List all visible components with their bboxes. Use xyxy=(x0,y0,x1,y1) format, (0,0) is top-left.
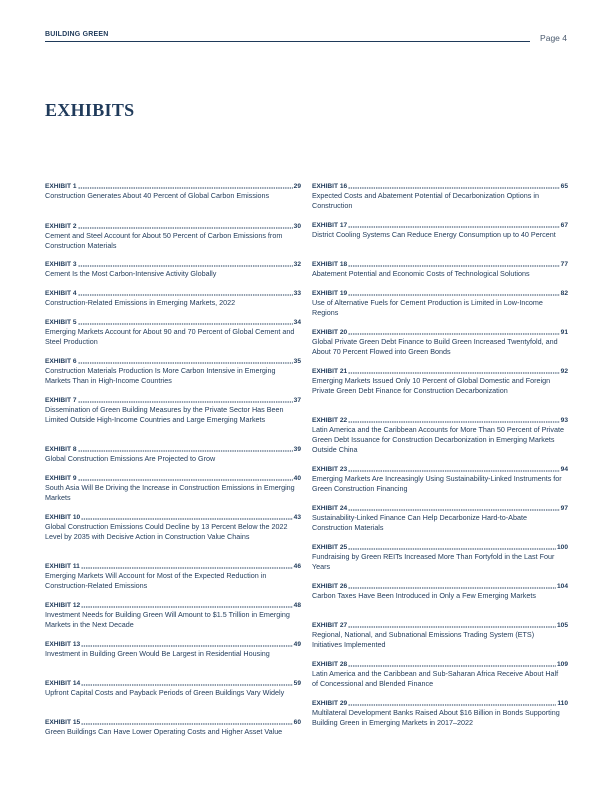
dot-leader xyxy=(78,227,293,229)
exhibit-entry-heading xyxy=(45,678,301,687)
exhibit-title: Latin America and the Caribbean Accounts for More Than 50 Percent of Private Green Debt Issuance for Construction Decarbonization in Emerging Markets Outside China xyxy=(312,425,564,454)
exhibit-title: Latin America and the Caribbean and Sub-Saharan Africa Receive About Half of Concessional and Blended Finance xyxy=(312,669,559,688)
exhibit-label: EXHIBIT 29 xyxy=(312,700,348,707)
exhibit-title: Upfront Capital Costs and Payback Periods of Green Buildings Vary Widely xyxy=(45,688,285,697)
dot-leader xyxy=(348,226,559,228)
exhibit-title: Investment in Building Green Would Be Largest in Residential Housing xyxy=(45,649,270,658)
exhibit-page-number: 32 xyxy=(293,261,301,268)
exhibit-entry-heading xyxy=(312,620,568,629)
exhibit-entry[interactable] xyxy=(45,259,301,279)
exhibit-entry[interactable] xyxy=(312,327,568,357)
dot-leader xyxy=(348,333,559,335)
exhibit-title: Construction-Related Emissions in Emerging Markets, 2022 xyxy=(45,298,236,307)
page-title: EXHIBITS xyxy=(45,100,135,120)
exhibit-label: EXHIBIT 28 xyxy=(312,661,348,668)
exhibit-page-number: 110 xyxy=(557,700,568,707)
dot-leader xyxy=(81,567,293,569)
exhibit-title: Cement Is the Most Carbon-Intensive Activity Globally xyxy=(45,269,217,278)
exhibit-page-number: 60 xyxy=(293,719,301,726)
exhibit-entry[interactable] xyxy=(45,221,301,251)
exhibit-page-number: 82 xyxy=(560,290,568,297)
exhibit-entry-heading xyxy=(45,356,301,365)
exhibit-page-number: 109 xyxy=(556,661,568,668)
exhibit-entry[interactable] xyxy=(45,356,301,386)
exhibit-entry-heading xyxy=(312,503,568,512)
exhibit-entry-heading xyxy=(45,317,301,326)
exhibit-entry-heading xyxy=(45,473,301,482)
exhibit-title: Emerging Markets Are Increasingly Using Sustainability-Linked Instruments for Green Construction Financing xyxy=(312,474,562,493)
exhibit-label: EXHIBIT 27 xyxy=(312,622,348,629)
exhibit-entry-heading xyxy=(312,366,568,375)
exhibit-label: EXHIBIT 5 xyxy=(45,319,77,326)
exhibit-title: Global Construction Emissions Could Decline by 13 Percent Below the 2022 Level by 2035 with Decisive Action in Construction Value Chains xyxy=(45,522,288,541)
exhibit-page-number: 48 xyxy=(293,602,301,609)
exhibit-title: South Asia Will Be Driving the Increase in Construction Emissions in Emerging Markets xyxy=(45,483,295,502)
exhibit-entry-heading xyxy=(45,600,301,609)
exhibit-entry[interactable] xyxy=(312,288,568,318)
exhibit-page-number: 34 xyxy=(293,319,301,326)
exhibit-entry[interactable] xyxy=(45,288,301,308)
exhibit-entry[interactable] xyxy=(312,366,568,396)
exhibit-label: EXHIBIT 6 xyxy=(45,358,77,365)
exhibit-title: Construction Generates About 40 Percent of Global Carbon Emissions xyxy=(45,191,270,200)
exhibit-label: EXHIBIT 17 xyxy=(312,222,348,229)
exhibit-entry[interactable] xyxy=(45,444,301,464)
exhibit-label: EXHIBIT 8 xyxy=(45,446,77,453)
exhibit-label: EXHIBIT 26 xyxy=(312,583,348,590)
dot-leader xyxy=(78,362,293,364)
exhibit-label: EXHIBIT 15 xyxy=(45,719,81,726)
exhibit-label: EXHIBIT 18 xyxy=(312,261,348,268)
exhibit-title: Global Private Green Debt Finance to Build Green Increased Twentyfold, and About 70 Percent Flowed into Green Bonds xyxy=(312,337,558,356)
dot-leader xyxy=(78,187,293,189)
running-header xyxy=(45,31,567,45)
exhibit-label: EXHIBIT 25 xyxy=(312,544,348,551)
exhibit-page-number: 40 xyxy=(293,475,301,482)
exhibit-entry[interactable] xyxy=(45,181,301,201)
exhibit-entry[interactable] xyxy=(45,639,301,659)
exhibit-entry-heading xyxy=(45,561,301,570)
exhibit-title: Emerging Markets Account for About 90 and 70 Percent of Global Cement and Steel Production xyxy=(45,327,295,346)
exhibit-entry[interactable] xyxy=(312,542,568,572)
exhibit-title: Green Buildings Can Have Lower Operating Costs and Higher Asset Value xyxy=(45,727,283,736)
exhibit-label: EXHIBIT 22 xyxy=(312,417,348,424)
dot-leader xyxy=(348,421,559,423)
exhibit-label: EXHIBIT 14 xyxy=(45,680,81,687)
exhibit-label: EXHIBIT 19 xyxy=(312,290,348,297)
exhibit-page-number: 65 xyxy=(560,183,568,190)
exhibit-entry-heading xyxy=(312,259,568,268)
exhibit-entry-heading xyxy=(45,288,301,297)
exhibit-page-number: 59 xyxy=(293,680,301,687)
dot-leader xyxy=(81,684,292,686)
exhibit-label: EXHIBIT 20 xyxy=(312,329,348,336)
exhibit-entry-heading xyxy=(312,288,568,297)
exhibit-page-number: 105 xyxy=(556,622,568,629)
exhibit-page-number: 97 xyxy=(560,505,568,512)
exhibit-label: EXHIBIT 13 xyxy=(45,641,81,648)
exhibit-entry[interactable] xyxy=(312,259,568,279)
dot-leader xyxy=(78,323,293,325)
exhibit-page-number: 43 xyxy=(293,514,301,521)
exhibit-title: Multilateral Development Banks Raised About $16 Billion in Bonds Supporting Building Green in Emerging Markets in 2017–2022 xyxy=(312,708,560,727)
exhibit-label: EXHIBIT 9 xyxy=(45,475,77,482)
exhibit-title: Cement and Steel Account for About 50 Percent of Carbon Emissions from Construction Materials xyxy=(45,231,283,250)
exhibit-label: EXHIBIT 4 xyxy=(45,290,77,297)
exhibit-entry-heading xyxy=(312,220,568,229)
dot-leader xyxy=(348,470,559,472)
exhibit-entry-heading xyxy=(45,639,301,648)
exhibit-label: EXHIBIT 3 xyxy=(45,261,77,268)
exhibit-page-number: 91 xyxy=(560,329,568,336)
exhibit-entry[interactable] xyxy=(312,464,568,494)
exhibit-label: EXHIBIT 23 xyxy=(312,466,348,473)
exhibit-page-number: 67 xyxy=(560,222,568,229)
exhibit-title: Regional, National, and Subnational Emissions Trading System (ETS) Initiatives Implemented xyxy=(312,630,535,649)
dot-leader xyxy=(348,372,559,374)
exhibit-page-number: 100 xyxy=(556,544,568,551)
exhibit-entry[interactable] xyxy=(45,317,301,347)
exhibit-entry-heading xyxy=(312,327,568,336)
exhibit-page-number: 29 xyxy=(293,183,301,190)
exhibit-page-number: 104 xyxy=(556,583,568,590)
dot-leader xyxy=(78,294,293,296)
exhibit-entry-heading xyxy=(45,395,301,404)
exhibit-label: EXHIBIT 11 xyxy=(45,563,80,570)
exhibit-entry-heading xyxy=(45,259,301,268)
exhibit-entry-heading xyxy=(45,444,301,453)
dot-leader xyxy=(81,606,292,608)
exhibit-title: Emerging Markets Issued Only 10 Percent of Global Domestic and Foreign Private Green Debt Finance for Construction Decarbonization xyxy=(312,376,551,395)
exhibit-entry-heading xyxy=(45,221,301,230)
exhibit-entry-heading xyxy=(312,698,568,707)
exhibit-entry[interactable] xyxy=(312,181,568,211)
exhibit-entry-heading xyxy=(45,717,301,726)
exhibit-title: Abatement Potential and Economic Costs of Technological Solutions xyxy=(312,269,530,278)
exhibit-label: EXHIBIT 7 xyxy=(45,397,77,404)
exhibit-title: Dissemination of Green Building Measures by the Private Sector Has Been Limited Outside High-Income Countries and Large Emerging Markets xyxy=(45,405,284,424)
exhibit-entry-heading xyxy=(312,415,568,424)
exhibit-title: Fundraising by Green REITs Increased More Than Fortyfold in the Last Four Years xyxy=(312,552,555,571)
dot-leader xyxy=(348,548,556,550)
exhibit-entry-heading xyxy=(312,542,568,551)
dot-leader xyxy=(348,294,559,296)
exhibit-entry-heading xyxy=(45,512,301,521)
exhibit-entry[interactable] xyxy=(45,717,301,737)
exhibit-entry-heading xyxy=(312,181,568,190)
exhibit-label: EXHIBIT 12 xyxy=(45,602,81,609)
exhibit-entry-heading xyxy=(312,581,568,590)
exhibit-title: Carbon Taxes Have Been Introduced in Only a Few Emerging Markets xyxy=(312,591,536,600)
exhibit-title: Investment Needs for Building Green Will Amount to $1.5 Trillion in Emerging Markets in the Next Decade xyxy=(45,610,290,629)
dot-leader xyxy=(81,645,292,647)
exhibit-label: EXHIBIT 24 xyxy=(312,505,348,512)
header-rule xyxy=(45,41,530,42)
exhibit-entry-heading xyxy=(45,181,301,190)
exhibit-title: Emerging Markets Will Account for Most of the Expected Reduction in Construction-Related Emissions xyxy=(45,571,267,590)
exhibit-entry[interactable] xyxy=(312,220,568,240)
dot-leader xyxy=(348,665,556,667)
exhibit-label: EXHIBIT 10 xyxy=(45,514,81,521)
exhibit-page-number: 92 xyxy=(560,368,568,375)
page-number: Page 4 xyxy=(540,33,567,43)
exhibit-entry[interactable] xyxy=(312,659,568,689)
exhibit-entry[interactable] xyxy=(312,415,568,454)
exhibit-entry-heading xyxy=(312,464,568,473)
exhibit-label: EXHIBIT 21 xyxy=(312,368,348,375)
exhibit-entry[interactable] xyxy=(312,503,568,533)
exhibit-entry[interactable] xyxy=(45,512,301,542)
exhibit-page-number: 49 xyxy=(293,641,301,648)
exhibit-entry[interactable] xyxy=(45,561,301,591)
exhibit-entry[interactable] xyxy=(312,581,568,601)
exhibit-label: EXHIBIT 16 xyxy=(312,183,348,190)
exhibit-title: Construction Materials Production Is More Carbon Intensive in Emerging Markets Than in High-Income Countries xyxy=(45,366,276,385)
exhibit-title: Use of Alternative Fuels for Cement Production is Limited in Low-Income Regions xyxy=(312,298,543,317)
dot-leader xyxy=(348,509,559,511)
exhibit-page-number: 30 xyxy=(293,223,301,230)
exhibit-page-number: 94 xyxy=(560,466,568,473)
exhibit-title: Expected Costs and Abatement Potential of Decarbonization Options in Construction xyxy=(312,191,539,210)
exhibit-page-number: 35 xyxy=(293,358,301,365)
dot-leader xyxy=(78,401,293,403)
exhibit-title: Global Construction Emissions Are Projected to Grow xyxy=(45,454,216,463)
exhibit-entry[interactable] xyxy=(312,620,568,650)
exhibit-page-number: 77 xyxy=(560,261,568,268)
dot-leader xyxy=(348,265,559,267)
exhibit-entry[interactable] xyxy=(45,395,301,425)
exhibit-label: EXHIBIT 2 xyxy=(45,223,77,230)
dot-leader xyxy=(348,704,556,706)
dot-leader xyxy=(348,587,556,589)
exhibit-page-number: 33 xyxy=(293,290,301,297)
exhibit-entry-heading xyxy=(312,659,568,668)
exhibit-entry[interactable] xyxy=(312,698,568,728)
exhibit-title: Sustainability-Linked Finance Can Help Decarbonize Hard-to-Abate Construction Materials xyxy=(312,513,527,532)
dot-leader xyxy=(348,187,559,189)
dot-leader xyxy=(78,450,293,452)
running-title: BUILDING GREEN xyxy=(45,31,109,38)
dot-leader xyxy=(78,265,293,267)
exhibit-label: EXHIBIT 1 xyxy=(45,183,77,190)
exhibit-page-number: 46 xyxy=(293,563,301,570)
exhibit-page-number: 93 xyxy=(560,417,568,424)
exhibit-entry[interactable] xyxy=(45,473,301,503)
dot-leader xyxy=(78,479,293,481)
exhibit-entry[interactable] xyxy=(45,600,301,630)
dot-leader xyxy=(348,626,556,628)
exhibit-title: District Cooling Systems Can Reduce Energy Consumption up to 40 Percent xyxy=(312,230,556,239)
dot-leader xyxy=(81,723,292,725)
exhibit-entry[interactable] xyxy=(45,678,301,698)
exhibit-page-number: 37 xyxy=(293,397,301,404)
exhibit-page-number: 39 xyxy=(293,446,301,453)
dot-leader xyxy=(81,518,292,520)
